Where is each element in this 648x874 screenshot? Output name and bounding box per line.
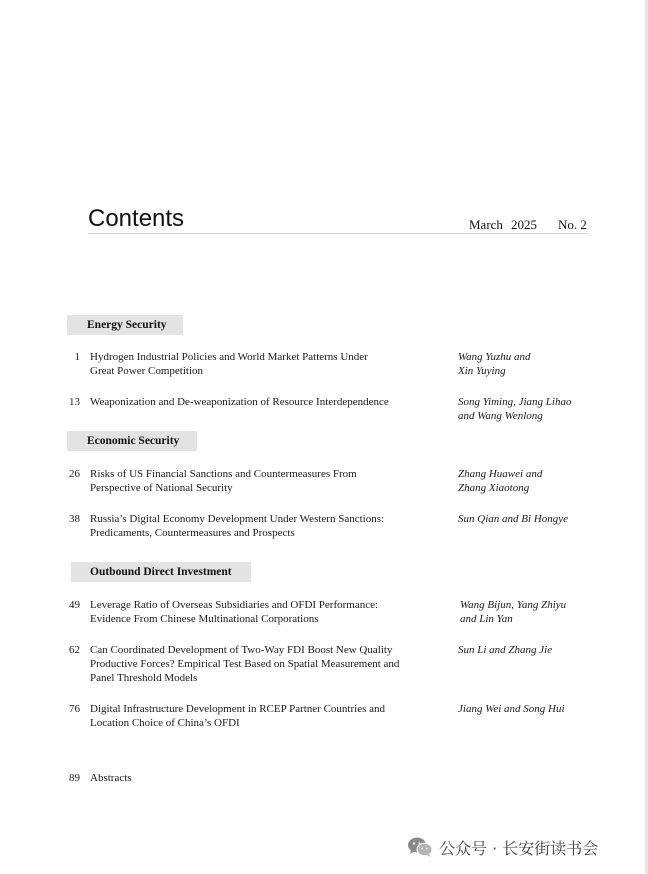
entry-author: Sun Qian and Bi Hongye	[458, 513, 568, 525]
title-rule	[88, 233, 588, 234]
entry-title[interactable]: Can Coordinated Development of Two-Way FDI Boost New Quality Productive Forces? Empirical Test Based on Spatial Measurement and Panel Threshold Models	[90, 644, 400, 684]
watermark-text: 公众号 · 长安街读书会	[439, 838, 599, 858]
wechat-icon	[407, 836, 433, 858]
entry-author: Zhang Huawei and Zhang Xiaotong	[458, 468, 543, 494]
page-title: Contents	[88, 205, 185, 232]
entry-page-number: 49	[69, 599, 80, 611]
entry-title[interactable]: Hydrogen Industrial Policies and World Market Patterns Under Great Power Competition	[90, 351, 368, 377]
entry-author: Wang Bijun, Yang Zhiyu and Lin Yan	[460, 599, 567, 625]
entry-title[interactable]: Leverage Ratio of Overseas Subsidiaries and OFDI Performance: Evidence From Chinese Multinational Corporations	[90, 599, 379, 625]
entry-title[interactable]: Russia’s Digital Economy Development Under Western Sanctions: Predicaments, Countermeasures and Prospects	[90, 513, 385, 539]
entry-page-number: 76	[69, 703, 80, 715]
section-label-economic-security: Economic Security	[67, 431, 197, 451]
issue-year: 2025	[511, 217, 537, 232]
entry-page-number: 38	[69, 513, 80, 525]
entry-page-number: 62	[69, 644, 80, 656]
entry-page-number: 26	[69, 468, 80, 480]
entry-page-number: 1	[74, 351, 80, 363]
entry-author: Wang Yuzhu and Xin Yuying	[458, 351, 531, 377]
entry-author: Sun Li and Zhang Jie	[458, 644, 553, 656]
entry-page-number: 13	[69, 396, 80, 408]
entry-title[interactable]: Digital Infrastructure Development in RCEP Partner Countries and Location Choice of China’s OFDI	[90, 703, 385, 729]
entry-title[interactable]: Risks of US Financial Sanctions and Countermeasures From Perspective of National Security	[90, 468, 357, 494]
entry-author: Jiang Wei and Song Hui	[458, 703, 565, 715]
watermark	[407, 836, 598, 858]
section-label-outbound-direct-investment: Outbound Direct Investment	[71, 562, 251, 582]
issue-number: No. 2	[558, 217, 587, 232]
entry-author: Song Yiming, Jiang Lihao and Wang Wenlong	[458, 396, 572, 422]
entry-title[interactable]: Weaponization and De-weaponization of Resource Interdependence	[90, 396, 389, 408]
abstracts-page-number: 89	[69, 772, 80, 784]
issue-month: March	[469, 217, 503, 232]
abstracts-title[interactable]: Abstracts	[90, 772, 132, 784]
section-label-energy-security: Energy Security	[67, 315, 183, 335]
